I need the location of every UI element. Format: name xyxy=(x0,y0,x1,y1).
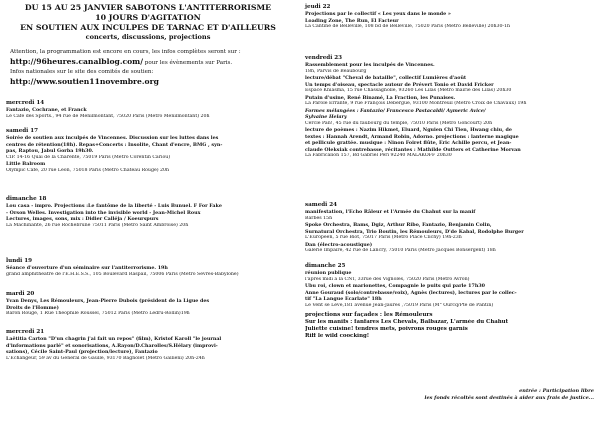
event-line: Sur les manifs : fanfares Les Chevals, Balbazar, L'armée du Chahut xyxy=(305,319,509,325)
entree-fonds: les fonds récoltés sont destinés à aider aux frais de justice... xyxy=(424,395,594,401)
venue-line: La Cantine de Belleville, 108 bd de Belleville, 75020 Paris (Métro Belleville) 20h30-1h xyxy=(305,24,511,29)
event-line: Loading Zone, The Run, El Facteur xyxy=(305,17,399,24)
day-title: mardi 20 xyxy=(6,291,35,297)
event-line: tif "La Langue Ecarlate" 18h xyxy=(305,296,382,302)
right-day-3 xyxy=(305,263,597,309)
venue-line: Olympic Café, 20 rue Léon, 75018 Paris (Métro Chateau Rouge) 20h xyxy=(6,167,170,173)
event-line: Riff le wild coocking! xyxy=(305,333,370,340)
venue-line: La Parole Errante, 9 rue François Debergue, 93100 Montreuil (Métro Croix de Chavaux) 19h xyxy=(305,101,527,106)
left-day-4 xyxy=(6,291,296,318)
event-line: et pellicule grattée. musique : Ninon Foiret flûte, Eric Achille percu, et Jean- xyxy=(305,140,512,146)
footer-entree xyxy=(424,388,594,402)
header-line-dates: DU 15 AU 25 JANVIER SABOTONS L'ANTITERRORISME xyxy=(24,3,272,12)
event-line: Soirée de soutien aux inculpés de Vincennes. Discussion sur les luttes dans les xyxy=(6,135,219,141)
event-line: Little Balroom xyxy=(6,161,46,167)
venue-line: grand amphithéâtre de l'E.H.E.S.S., 105 Boulevard Raspail, 75006 Paris (Métro Sèvres-Babylone) xyxy=(6,271,239,277)
intro-url-row xyxy=(10,56,295,67)
venue-line: Espace Khiasma, 15 rue Chassagnolle, 93260 Les Lilas (Métro mairie des Lilas) 20h30 xyxy=(305,88,512,93)
venue-line: Barbès 15h xyxy=(305,215,333,221)
event-line: lecture/débat "Cheval de bataille", collectif Lumières d'août xyxy=(305,75,467,81)
event-line: d'informations parlé" et sonorisations, A.Rayon/D.Charolles/S.Hélary (improvi- xyxy=(6,342,218,349)
event-line: Spoke Orchestra, Bams, Dgiz, Arthur Ribo, Fantazio, Benjamin Colin, xyxy=(305,222,492,228)
event-line: Dan (électro-acoustique) xyxy=(305,241,373,248)
event-line: Projections par le collectif « Les yeux dans le monde » xyxy=(305,11,451,17)
day-title: mercredi 21 xyxy=(6,329,45,335)
venue-line: La Machinante, 26 rue Rochebrune 75011 Paris (Métro Saint Ambroise) 20h xyxy=(6,222,189,228)
header-subtitle: concerts, discussions, projections xyxy=(85,33,211,41)
event-line: réunion publique xyxy=(305,270,352,276)
day-title: lundi 19 xyxy=(6,258,33,264)
right-day-2 xyxy=(305,202,597,255)
blog-link-note: pour les évènements sur Paris. xyxy=(144,60,233,67)
event-line: Juliette cuisine! tendres mets, poivrons rouges garnis xyxy=(305,326,468,333)
event-line: pas, Raptou, Jabul Gorba 19h30. xyxy=(6,148,94,154)
intro-attention-text: Attention, la programmation est encore en cours, les infos complètes seront sur : xyxy=(10,49,241,55)
intro-block xyxy=(10,48,295,87)
soutien-link[interactable]: http://www.soutien11novembre.org xyxy=(10,77,159,87)
day-title: jeudi 22 xyxy=(305,4,331,10)
venue-line: L'Européen, 5 rue Biot, 75017 Paris (Métro Place Clichy) 19h-23h xyxy=(305,235,462,240)
event-line: lecture de poèmes : Nazim Hikmet, Eluard, Nguien Chi Tien, Hwang chiu, de xyxy=(305,127,512,133)
event-line: Formes mélangées : Fantazio/ Francesco Pastacaldi/ Aymeric Avice/ xyxy=(305,107,486,114)
event-line: Anne Gouraud (solo/contrebasse/voix), Agnès (lectures), lectures par le collec- xyxy=(305,289,517,296)
event-line: centres de rétention(18h). Repas+Concerts : Insolite, Chant d'encre, BMG , syn- xyxy=(6,141,223,148)
event-line: Lectures, images, sons, mix : Didier Calléja / Koeurspurs xyxy=(6,216,159,222)
event-line: Séance d'ouverture d'un séminaire sur l'antiterrorisme. 19h xyxy=(6,265,168,271)
flyer-header xyxy=(6,3,290,42)
venue-line: Baron Rouge, 1 Rue Théophile Roussel, 75012 Paris (Métro Ledru-Rollin)19h xyxy=(6,311,190,316)
venue-line: 18h, Parvis de Beaubourg xyxy=(305,68,367,74)
blog-link[interactable]: http://96heures.canalblog.com/ xyxy=(10,57,143,67)
event-line: Yvan Denys, Les Rémouleurs, Jean-Pierre Dubois (président de la Ligue des xyxy=(6,298,210,304)
venue-line: La Fabricalion 157, Bd Gabriel Péri 92240 MALAKOFF 20h30 xyxy=(305,153,452,158)
event-line: Laëtitia Carton "D'un chagrin j'ai fait un repos" (film), Kristof Karoll "le journal xyxy=(6,336,222,342)
event-line: Droits de l'Homme) xyxy=(6,304,59,311)
event-line: claude Oleksiak contrebasse, récitantes : Mathilde Outters et Catherine Morvan xyxy=(305,146,521,153)
day-title: samedi 17 xyxy=(6,128,39,134)
event-line: sations), Cécile Saint-Paul (projection/lecture), Fantazio xyxy=(6,349,158,355)
header-line-agitation: 10 JOURS D'AGITATION xyxy=(95,13,201,22)
event-line: Ubu roi, clown et marionettes, Compagnie le puits qui parle 17h30 xyxy=(305,283,485,289)
event-line: manifestation, l'Echo Râleur et l'Armée du Chahut sur la manif xyxy=(305,209,476,215)
venue-line: Cercle Pan!, 45 rue du faubourg du temple, 75010 Paris (Métro Goncourt) 20h xyxy=(305,120,493,126)
day-title: samedi 24 xyxy=(305,202,338,208)
left-day-3 xyxy=(6,258,296,278)
event-line: Fantazio, Cochrane, et Franck xyxy=(6,107,87,113)
venue-line: L'Echangeur, 59 av du Général de Gaulle, 93170 Bagnolet (Métro Gallieni) 20h-24h xyxy=(6,355,205,361)
venue-line: CIP. 14-16 Quai de la Charente, 75019 Paris (Métro Corentin Cariou) xyxy=(6,154,171,160)
day-title: dimanche 18 xyxy=(6,196,47,202)
venue-line: Le Vent se Lève,181 avenue Jean-Jaurès ,75019 Paris (M° Ourcq/Pte de Pantin) xyxy=(305,302,494,308)
header-line-soutien: EN SOUTIEN AUX INCULPES DE TARNAC ET D'AILLEURS xyxy=(20,23,276,32)
right-day-4 xyxy=(305,312,597,341)
left-day-0 xyxy=(6,100,296,120)
event-line: textes : Hannah Arendt, Armand Robin, Adorno. projections : lanterne magique xyxy=(305,133,519,140)
event-line: Putain d'usine, René Binamé, La Fraction, les Punaises. xyxy=(305,94,456,101)
right-day-1 xyxy=(305,55,597,160)
day-title: dimanche 25 xyxy=(305,263,346,269)
event-line: Un temps d'oiseau, spectacle autour de Prévert Tonio et David Fricker xyxy=(305,81,494,88)
venue-line: Galerie Impaire, 42 rue de Lancry, 75010 Paris (Métro Jacques Bonsergent) 18h xyxy=(305,248,496,253)
left-day-1 xyxy=(6,128,296,174)
event-line: Lou casa - impro. Projections :Le fantôme de la liberté - Luis Bunuel. F For Fake xyxy=(6,203,222,209)
venue-line: Le Café des Sports., 94 rue de Ménilmontant, 75020 Paris (Métro Ménilmontant) 20h xyxy=(6,113,210,119)
left-day-2 xyxy=(6,196,296,229)
event-line: - Orson Welles. Investigation into the invisible world - Jean-Michel Roux xyxy=(6,209,201,216)
event-line: Sylvaine Helary xyxy=(305,114,347,120)
intro-national-text: Infos nationales sur le site des comités de soutien: xyxy=(10,68,154,75)
day-title: vendredi 23 xyxy=(305,55,343,61)
day-title: mercredi 14 xyxy=(6,100,45,106)
entree-participation: entrée : Participation libre xyxy=(519,388,594,394)
left-day-5 xyxy=(6,329,296,362)
event-line: Surnatural Orchestra, Trio Boutin, les Rémouleurs, D'de Kabal, Rodolphe Burger xyxy=(305,228,524,235)
day-title: projections sur façades : les Rémouleurs xyxy=(305,312,433,318)
right-day-0 xyxy=(305,4,597,31)
event-line: Rassemblement pour les inculpés de Vincennes. xyxy=(305,62,435,68)
venue-line: l'après midi à la CNT, 33rue des Vignoles, 75020 Paris (Métro Avron) xyxy=(305,276,470,282)
